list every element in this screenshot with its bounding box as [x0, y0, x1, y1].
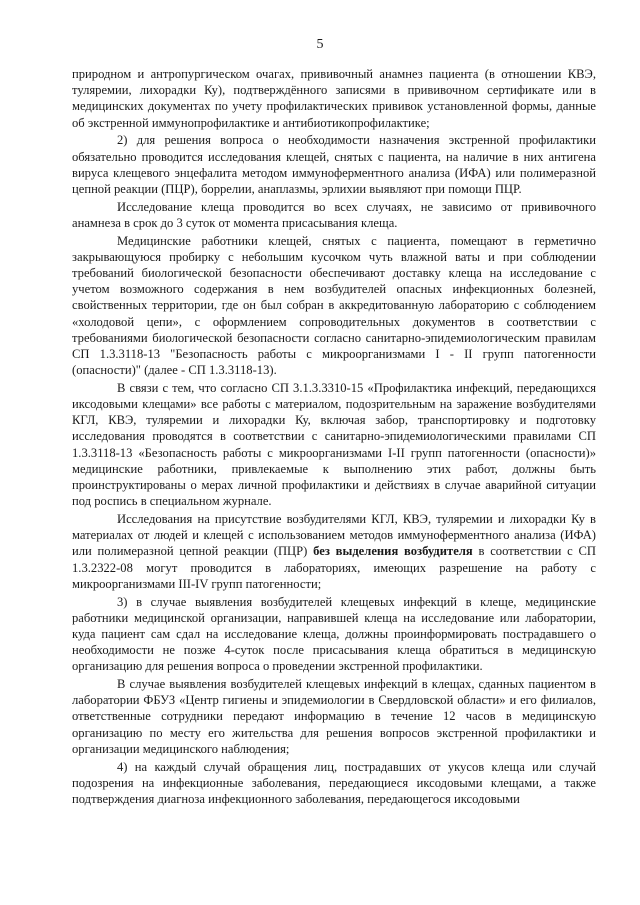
paragraph-7: 3) в случае выявления возбудителей клещевых инфекций в клеще, медицинские работники медицинской организации, направившей клеща на исследование или лаборатории, куда пациент сам сдал на исследование клеща, должны проинформировать пострадавшего о необходимости не позже 4-суток после присасывания клеща обратиться в медицинскую организацию для решения вопроса о проведении экстренной профилактики.: [72, 594, 596, 674]
paragraph-8: В случае выявления возбудителей клещевых инфекций в клещах, сданных пациентом в лаборатории ФБУЗ «Центр гигиены и эпидемиологии в Свердловской области» и его филиалов, ответственные сотрудники передают информацию в течение 12 часов в медицинскую организацию по месту его жительства для решения вопросов экстренной профилактики и организации медицинского наблюдения;: [72, 677, 596, 756]
page-number: 5: [316, 37, 324, 52]
paragraph-5: В связи с тем, что согласно СП 3.1.3.3310-15 «Профилактика инфекций, передающихся иксодовыми клещами» все работы с материалом, подозрительным на заражение возбудителями КГЛ, КВЭ, туляремии и лихорадки Ку, включая забор, транспортировку и подготовку исследования проводятся в соответствии с санитарно-эпидемиологическими правилами СП 1.3.3118-13 «Безопасность работы с микроорганизмами I-II групп патогенности (опасности)» медицинские работники, привлекаемые к выполнению этих работ, должны быть проинструктированы о мерах личной профилактики и действиях в случае аварийной ситуации под роспись в специальном журнале.: [72, 380, 596, 509]
paragraph-3: Исследование клеща проводится во всех случаях, не зависимо от прививочного анамнеза в срок до 3 суток от момента присасывания клеща.: [72, 199, 596, 230]
paragraph-6: [72, 511, 596, 592]
paragraph-6-bold-text: без выделения возбудителя: [313, 544, 473, 559]
document-body: [72, 66, 596, 809]
paragraph-6-text-before: Исследования на присутствие возбудителями КГЛ, КВЭ, туляремии и лихорадки Ку в материалах от людей и клещей с использованием методов иммуноферментного анализа (ИФА) или полимеразной цепной реакции (ПЦР): [72, 511, 596, 559]
paragraph-2: 2) для решения вопроса о необходимости назначения экстренной профилактики обязательно проводится исследования клещей, снятых с пациента, на наличие в них антигена вируса клещевого энцефалита методом иммуноферментного анализа (ИФА) или полимеразной цепной реакции (ПЦР), боррелии, анаплазмы, эрлихии выявляют при помощи ПЦР.: [72, 133, 596, 196]
paragraph-1: природном и антропургическом очагах, прививочный анамнез пациента (в отношении КВЭ, туляремии, лихорадки Ку), подтверждённого записями в прививочном сертификате или в медицинских документах по учету профилактических прививок установленной формы, данные об экстренной иммунопрофилактике и антибиотикопрофилактике;: [72, 67, 596, 130]
paragraph-9: 4) на каждый случай обращения лиц, пострадавших от укусов клеща или случай подозрения на инфекционные заболевания, передающиеся иксодовыми клещами, а также подтверждения диагноза инфекционного заболевания, передающегося иксодовыми: [72, 759, 596, 806]
paragraph-4: Медицинские работники клещей, снятых с пациента, помещают в герметично закрывающуюся пробирку с небольшим кусочком чуть влажной ваты и при соблюдении требований биологической безопасности обеспечивают доставку клеща на исследование с учетом возможного содержания в нем возбудителей опасных инфекционных болезней, свойственных территории, где он был собран в аккредитованную лабораторию с соблюдением «холодовой цепи», с оформлением сопроводительных документов в соответствии с требованиями биологической безопасности согласно санитарно-эпидемиологическим правилам СП 1.3.3118-13 "Безопасность работы с микроорганизмами I - II групп патогенности (опасности)" (далее - СП 1.3.3118-13).: [72, 233, 596, 378]
paragraph-6-text-after: в соответствии с СП 1.3.2322-08 могут проводится в лабораториях, имеющих разрешение на работу с микроорганизмами III-IV групп патогенности;: [72, 544, 596, 591]
